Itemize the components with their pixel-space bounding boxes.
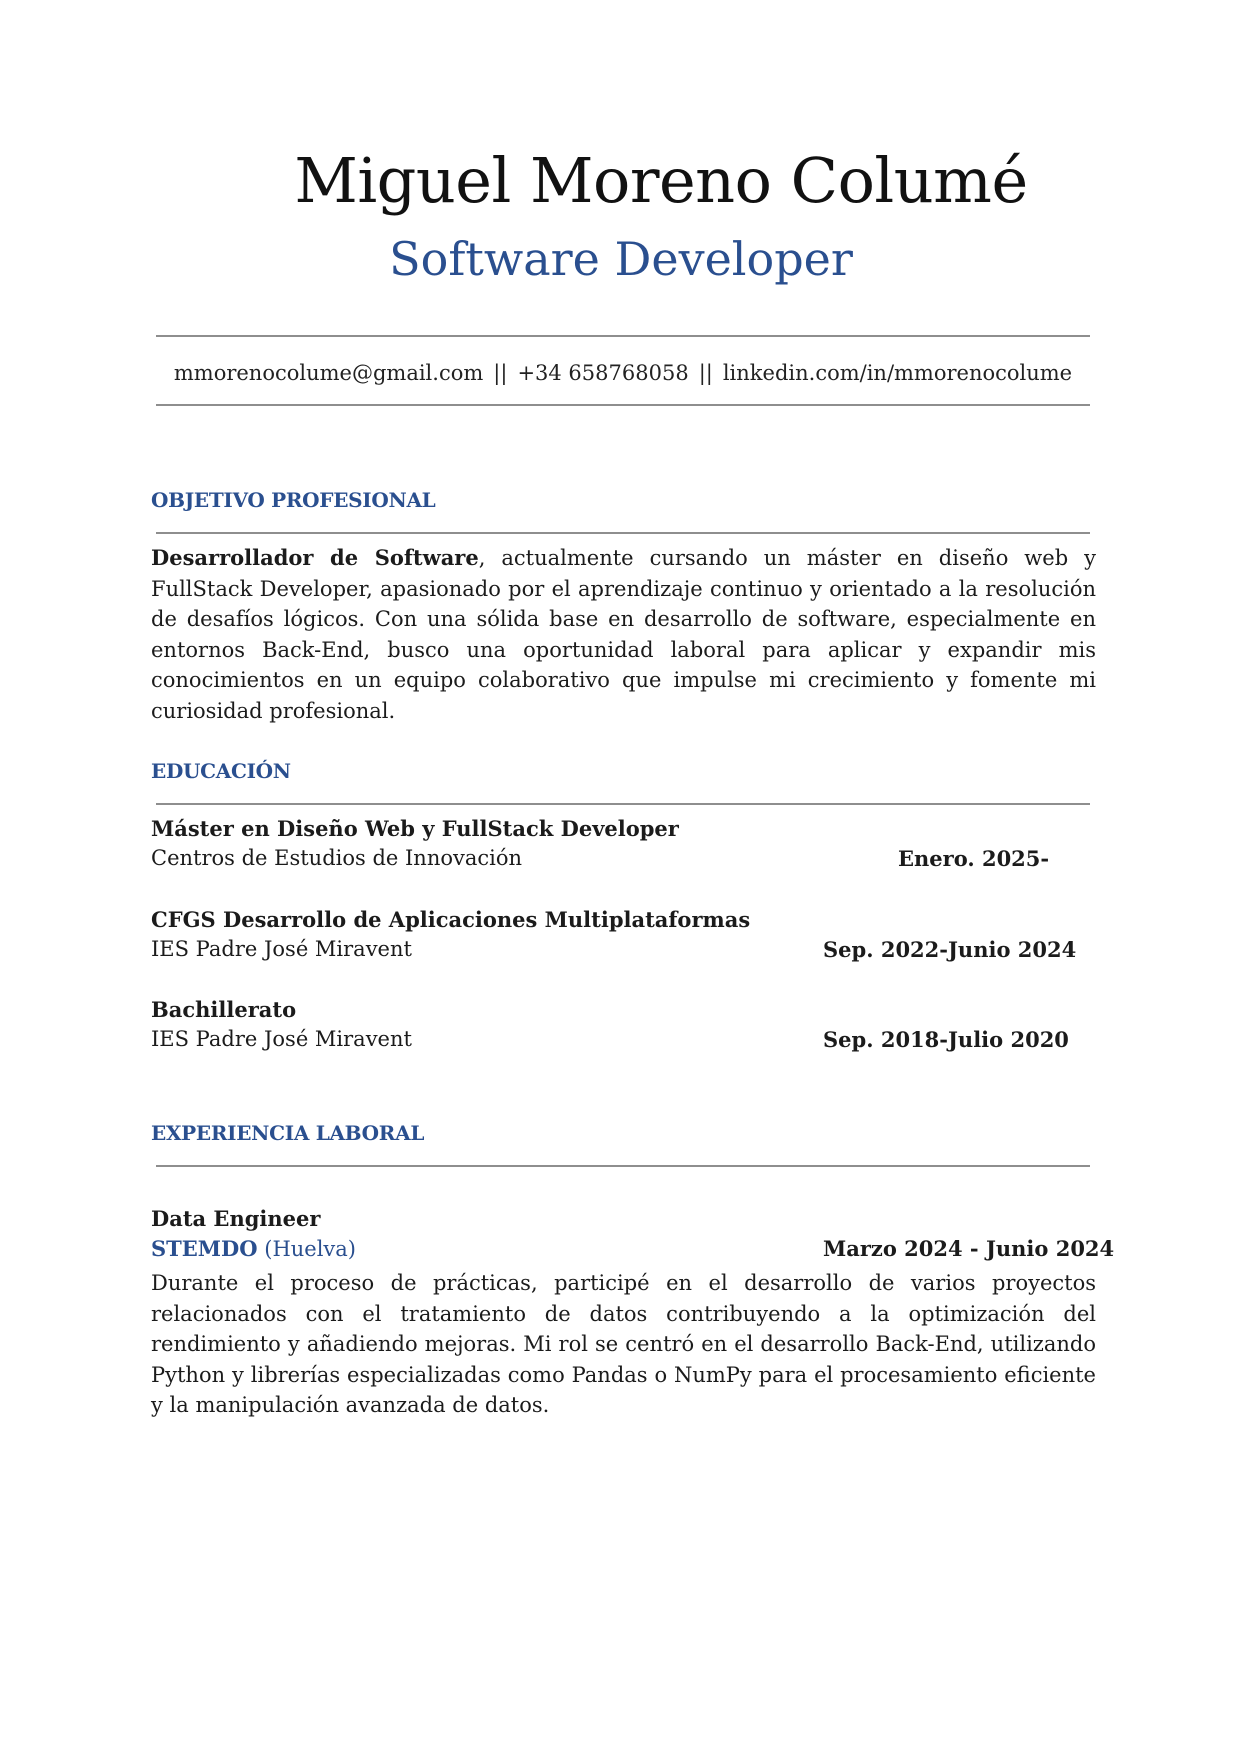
contact-separator: || <box>698 361 713 385</box>
education-degree: CFGS Desarrollo de Aplicaciones Multiplataformas <box>151 907 751 932</box>
section-divider-objective <box>156 532 1090 534</box>
company-name: STEMDO <box>151 1236 258 1261</box>
education-dates: Sep. 2022-Junio 2024 <box>823 937 1077 962</box>
experience-description: Durante el proceso de prácticas, participé en el desarrollo de varios proyectos relacionados con el tratamiento de datos contribuyendo a la optimización del rendimiento y añadiendo mejoras. Mi rol se centró en el desarrollo Back-End, utilizando Python y librerías especializadas como Pandas o NumPy para el procesamiento eficiente y la manipulación avanzada de datos. <box>151 1271 1096 1417</box>
contact-line <box>156 361 1090 385</box>
company-location: (Huelva) <box>264 1237 357 1261</box>
section-title-education: EDUCACIÓN <box>151 759 291 783</box>
education-degree: Bachillerato <box>151 997 297 1022</box>
experience-company <box>151 1236 356 1261</box>
objective-text: , actualmente cursando un máster en diseño web y FullStack Developer, apasionado por el aprendizaje continuo y orientado a la resolución de desafíos lógicos. Con una sólida base en desarrollo de software, especialmente en entornos Back-End, busco una oportunidad laboral para aplicar y expandir mis conocimientos en un equipo colaborativo que impulse mi crecimiento y fomente mi curiosidad profesional. <box>151 546 1096 723</box>
contact-separator: || <box>493 361 508 385</box>
section-title-objective: OBJETIVO PROFESIONAL <box>151 488 436 512</box>
contact-email[interactable]: mmorenocolume@gmail.com <box>173 361 484 385</box>
education-degree: Máster en Diseño Web y FullStack Developer <box>151 816 679 841</box>
section-divider-experience <box>156 1165 1090 1167</box>
contact-linkedin[interactable]: linkedin.com/in/mmorenocolume <box>722 361 1073 385</box>
job-role: Software Developer <box>389 232 853 286</box>
experience-position: Data Engineer <box>151 1206 321 1231</box>
education-school: Centros de Estudios de Innovación <box>151 846 523 870</box>
experience-dates: Marzo 2024 - Junio 2024 <box>823 1236 1115 1261</box>
objective-paragraph <box>151 543 1096 726</box>
contact-phone[interactable]: +34 658768058 <box>517 361 689 385</box>
header-divider-bottom <box>156 404 1090 406</box>
education-dates: Enero. 2025- <box>898 846 1050 871</box>
candidate-name: Miguel Moreno Columé <box>294 144 1028 217</box>
section-divider-education <box>156 803 1090 805</box>
header-divider-top <box>156 335 1090 337</box>
education-school: IES Padre José Miravent <box>151 1027 412 1051</box>
education-school: IES Padre José Miravent <box>151 937 412 961</box>
education-dates: Sep. 2018-Julio 2020 <box>823 1027 1069 1052</box>
objective-lead: Desarrollador de Software <box>151 545 479 570</box>
section-title-experience: EXPERIENCIA LABORAL <box>151 1121 425 1145</box>
